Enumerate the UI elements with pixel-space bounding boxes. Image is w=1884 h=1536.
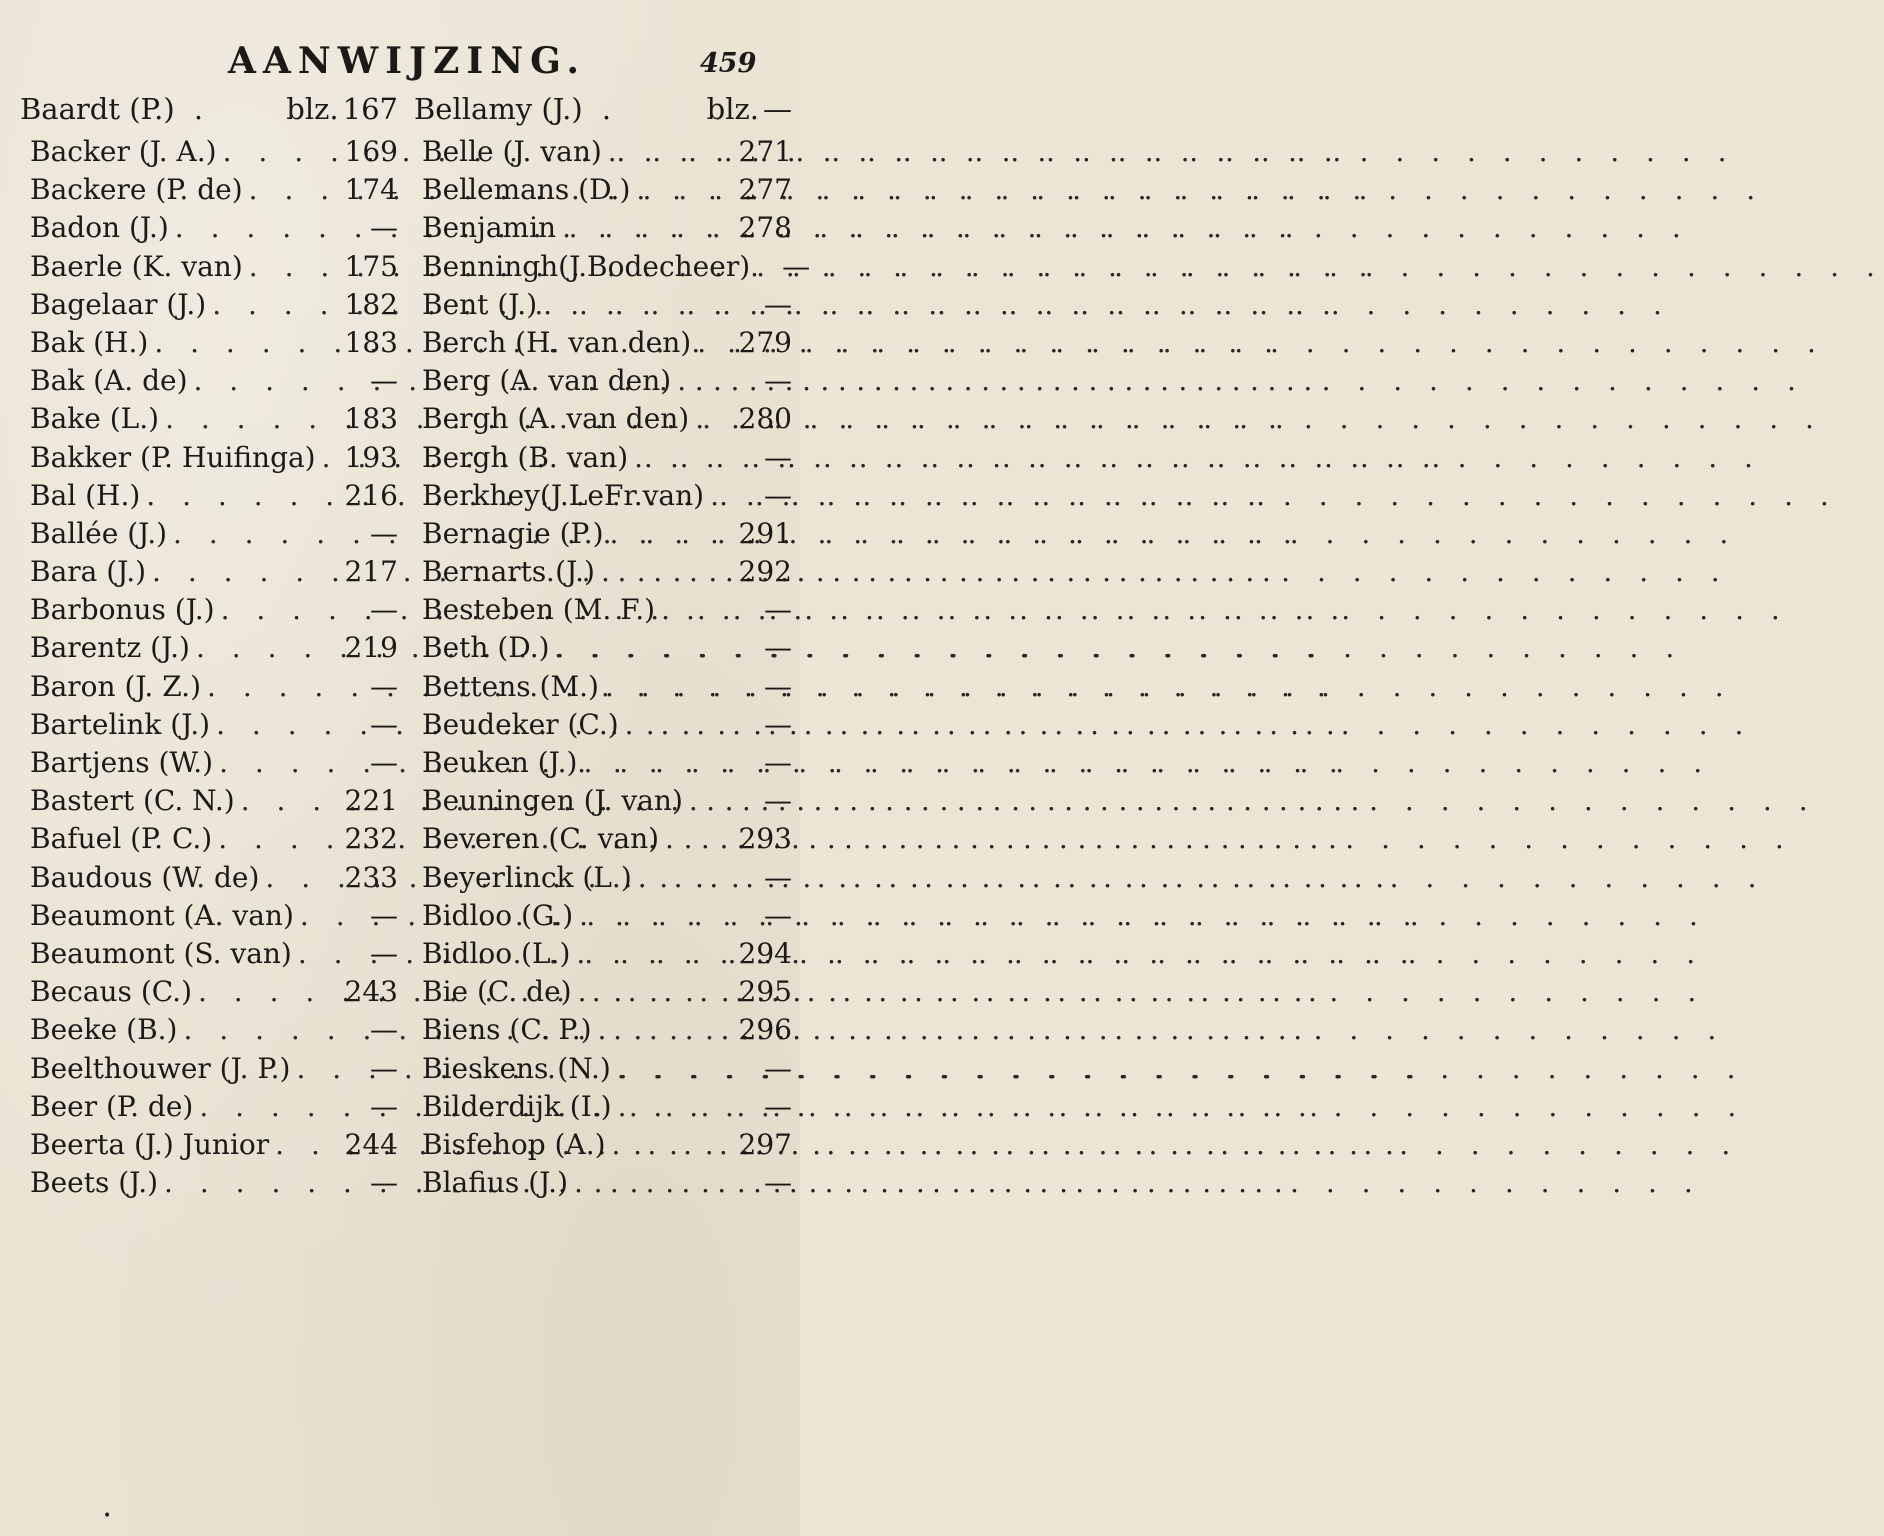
entry-page: — [764, 1089, 792, 1123]
dot-leader [243, 173, 345, 206]
index-entry [20, 555, 398, 593]
entry-page: 244 [344, 1127, 398, 1161]
entry-name: Beyerlinck (L.) [422, 860, 632, 894]
entry-name: Beaumont (S. van) [30, 936, 292, 970]
dot-leader [212, 822, 344, 855]
entry-list-right [414, 135, 811, 1204]
dot-leader [210, 708, 354, 741]
index-entry [414, 211, 792, 249]
entry-name: Barentz (J.) [30, 631, 190, 665]
entry-page: — [370, 1166, 398, 1200]
dot-leader [659, 822, 739, 855]
dot-leader [177, 1013, 354, 1046]
index-entry [20, 593, 398, 631]
index-entry [414, 822, 792, 860]
index-entry [20, 784, 398, 822]
entry-page: — [764, 593, 792, 627]
entry-name: Beerta (J.) Junior [30, 1127, 270, 1161]
book-page [0, 0, 811, 1536]
index-entry [20, 441, 398, 479]
entry-page: — [764, 669, 792, 703]
index-entry [414, 899, 792, 937]
entry-page: 169 [344, 135, 398, 168]
entry-page: 294 [738, 936, 792, 970]
entry-page: — [764, 364, 792, 398]
dot-leader [599, 670, 748, 703]
entry-name: Bafuel (P. C.) [30, 822, 213, 856]
entry-page: — [370, 211, 398, 245]
print-mark: • [103, 1508, 112, 1524]
entry-name: Bernarts (J.) [422, 555, 595, 589]
dot-leader [169, 211, 354, 244]
index-entry [20, 631, 398, 669]
dot-leader [592, 1013, 739, 1046]
entry-name: Backere (P. de) [30, 173, 243, 207]
dot-leader [691, 326, 738, 359]
entry-name: Beaumont (A. van) [30, 898, 294, 932]
dot-leader [193, 1090, 354, 1123]
index-entry [414, 861, 792, 899]
entry-name: Bak (H.) [30, 325, 149, 359]
index-entry [414, 173, 792, 211]
dot-leader [612, 1090, 748, 1123]
dot-leader [671, 364, 748, 397]
entry-page: — [764, 1166, 792, 1200]
index-entry [414, 670, 792, 708]
dot-leader [556, 211, 738, 244]
entry-name: Beer (P. de) [30, 1089, 194, 1123]
entry-name: Becaus (C.) [30, 975, 192, 1009]
entry-page: 280 [738, 402, 792, 436]
entry-name: Bisfehop (A.) [422, 1127, 606, 1161]
entry-page: 182 [344, 287, 398, 321]
index-entry [20, 211, 398, 249]
index-entry [414, 364, 792, 402]
index-entry [20, 975, 398, 1013]
page-header-title: AANWIJZING. [228, 40, 587, 82]
entry-page: 183 [344, 325, 398, 359]
entry-page: 216 [344, 478, 398, 512]
index-entry [414, 1090, 792, 1128]
dot-leader [683, 784, 748, 817]
entry-name: Bergh (B. van) [422, 440, 629, 474]
index-entry [414, 593, 792, 631]
dot-leader [573, 899, 748, 932]
blz-label: blz. [706, 92, 759, 126]
entry-page: 277 [738, 173, 792, 207]
entry-name: Berch (H. van den) [422, 325, 692, 359]
entry-page: — [763, 92, 792, 126]
dot-leader [215, 593, 354, 626]
entry-name: Bergh (A. van den) [422, 402, 690, 436]
entry-page: 232 [344, 822, 398, 856]
entry-name: Bettens (M.) [422, 669, 599, 703]
entry-name: Blafius (J.) [422, 1166, 569, 1200]
index-entry [414, 249, 811, 288]
entry-page: 175 [344, 249, 398, 283]
index-entry [414, 975, 792, 1013]
index-entry [414, 937, 792, 975]
index-entry [414, 517, 792, 555]
entry-name: Besteben (M. F.) [422, 593, 656, 627]
entry-page: 221 [344, 784, 398, 818]
dot-leader [704, 479, 748, 512]
entry-page: 278 [738, 211, 792, 245]
entry-page: 219 [344, 631, 398, 665]
index-entry [20, 402, 398, 440]
index-entry [414, 1128, 792, 1166]
entry-name: Bidloo (L.) [422, 936, 571, 970]
entry-name: Bake (L.) [30, 402, 160, 436]
index-entry [414, 555, 792, 593]
dot-leader [602, 135, 739, 168]
entry-name: Berg (A. van den) [422, 364, 672, 398]
entry-name: Bidloo (G.) [422, 898, 574, 932]
dot-leader [167, 517, 354, 550]
dot-leader [158, 1166, 354, 1199]
entry-page: — [370, 898, 398, 932]
index-entry [20, 364, 398, 402]
entry-page: 243 [344, 975, 398, 1009]
dot-leader [217, 135, 345, 168]
dot-leader [192, 975, 345, 1008]
dot-leader [190, 631, 345, 664]
entry-page: 271 [738, 135, 792, 168]
entry-name: Bellamy (J.) . [414, 92, 612, 126]
entry-page: — [370, 746, 398, 779]
dot-leader [294, 899, 354, 932]
index-entry [20, 250, 398, 288]
dot-leader [550, 631, 748, 664]
dot-leader [159, 402, 344, 435]
entry-page: 193 [344, 440, 398, 474]
entry-page: 167 [342, 92, 398, 126]
entry-name: Bieskens (N.) [422, 1051, 611, 1085]
index-entry [414, 1166, 792, 1204]
entry-name: Beuningen (J. van) [422, 784, 683, 818]
index-entry [20, 135, 398, 173]
entry-name: Benjamin [422, 211, 557, 245]
entry-name: Bilderdijk (I.) [422, 1089, 612, 1123]
dot-leader [140, 479, 344, 512]
dot-leader [292, 937, 354, 970]
index-entry [20, 1052, 398, 1090]
dot-leader [201, 670, 354, 703]
entry-page: 292 [738, 555, 792, 589]
index-column-right [414, 92, 811, 1204]
entry-page: — [370, 516, 398, 550]
index-entry [20, 288, 398, 326]
index-entry [414, 288, 792, 326]
dot-leader [630, 173, 738, 206]
entry-name: Ballée (J.) [30, 516, 168, 550]
entry-page: — [370, 1051, 398, 1085]
entry-name: Bakker (P. Huifinga) [30, 440, 316, 474]
dot-leader [290, 1052, 354, 1085]
entry-page: 295 [738, 975, 792, 1009]
index-entry [20, 708, 398, 746]
dot-leader [750, 250, 766, 283]
entry-page: 279 [738, 325, 792, 359]
dot-leader [655, 593, 748, 626]
entry-name: Backer (J. A.) [30, 135, 217, 168]
entry-name: Bartjens (W.) [30, 746, 214, 779]
dot-leader [606, 1128, 739, 1161]
index-entry [414, 631, 792, 669]
index-entry [20, 1013, 398, 1051]
index-entry [414, 1013, 792, 1051]
index-entry [20, 479, 398, 517]
entry-page: — [764, 898, 792, 932]
dot-leader [632, 861, 748, 894]
entry-name: Baron (J. Z.) [30, 669, 202, 703]
dot-leader [537, 288, 748, 321]
index-column-left [20, 92, 398, 1204]
index-entry [20, 861, 398, 899]
entry-name: Bent (J.) [422, 287, 538, 321]
entry-name: Bal (H.) [30, 478, 141, 512]
column-head-left [20, 92, 398, 135]
dot-leader [577, 746, 748, 779]
page-number: 459 [700, 48, 757, 79]
entry-page: — [764, 860, 792, 894]
index-entry [414, 746, 792, 784]
dot-leader [611, 1052, 748, 1085]
column-head-right [414, 92, 792, 135]
entry-name: Baerle (K. van) [30, 249, 243, 283]
entry-name: Beets (J.) [30, 1166, 159, 1200]
blz-label: blz. [286, 92, 339, 126]
dot-leader [628, 441, 748, 474]
entry-page: — [764, 287, 792, 321]
entry-name: Baardt (P.) . [20, 92, 204, 126]
index-entry [20, 1090, 398, 1128]
entry-name: Berkhey(J.LeFr.van) [422, 478, 705, 512]
entry-page: 174 [344, 173, 398, 207]
dot-leader [604, 517, 739, 550]
dot-leader [316, 441, 345, 474]
entry-page: 183 [344, 402, 398, 436]
entry-name: Beuken (J.) [422, 746, 578, 779]
index-entry [20, 670, 398, 708]
entry-name: Belle (J. van) [422, 135, 602, 168]
entry-page: 233 [344, 860, 398, 894]
entry-name: Bartelink (J.) [30, 707, 211, 741]
entry-name: Beelthouwer (J. P.) [30, 1051, 291, 1085]
dot-leader [148, 326, 344, 359]
entry-name: Bara (J.) [30, 555, 147, 589]
entry-name: Bak (A. de) [30, 364, 188, 398]
entry-page: — [764, 631, 792, 665]
dot-leader [243, 250, 345, 283]
entry-page: — [370, 1089, 398, 1123]
dot-leader [188, 364, 355, 397]
index-entry [20, 899, 398, 937]
entry-name: Benningh(J.Bodecheer) [422, 249, 751, 283]
entry-page: — [370, 936, 398, 970]
entry-page: — [764, 478, 792, 512]
index-entry [20, 937, 398, 975]
index-entry [414, 1052, 792, 1090]
entry-list-left [20, 135, 398, 1204]
index-entry [20, 326, 398, 364]
entry-page: 293 [738, 822, 792, 856]
entry-name: Beudeker (C.) [422, 707, 619, 741]
index-entry [20, 822, 398, 860]
entry-page: — [370, 669, 398, 703]
entry-page: 296 [738, 1013, 792, 1047]
entry-page: — [764, 746, 792, 779]
entry-name: Barbonus (J.) [30, 593, 215, 627]
entry-page: 217 [344, 555, 398, 589]
index-entry [414, 784, 792, 822]
entry-page: — [764, 784, 792, 818]
index-entry [20, 746, 398, 784]
entry-page: 291 [738, 516, 792, 550]
entry-page: — [764, 440, 792, 474]
entry-name: Baudous (W. de) [30, 860, 260, 894]
index-entry [414, 402, 792, 440]
entry-name: Beveren (C. van) [422, 822, 660, 856]
dot-leader [570, 937, 738, 970]
entry-name: Bie (C. de) [422, 975, 572, 1009]
dot-leader [206, 288, 344, 321]
entry-name: Badon (J.) [30, 211, 169, 245]
dot-leader [213, 746, 354, 779]
index-entry [414, 135, 792, 173]
entry-page: — [370, 707, 398, 741]
index-entry [414, 479, 792, 517]
index-entry [20, 517, 398, 555]
entry-page: 297 [738, 1127, 792, 1161]
entry-page: — [782, 249, 811, 283]
dot-leader [595, 555, 739, 588]
dot-leader [689, 402, 738, 435]
index-entry [414, 326, 792, 364]
entry-page: — [764, 707, 792, 741]
index-entry [414, 708, 792, 746]
dot-leader [619, 708, 748, 741]
index-entry [20, 1128, 398, 1166]
entry-page: — [370, 1013, 398, 1047]
dot-leader [235, 784, 345, 817]
entry-name: Beeke (B.) [30, 1013, 178, 1047]
index-entry [414, 441, 792, 479]
entry-page: — [370, 364, 398, 398]
entry-name: Bellemans (D.) [422, 173, 631, 207]
dot-leader [146, 555, 345, 588]
index-entry [20, 1166, 398, 1204]
dot-leader [259, 861, 344, 894]
entry-name: Beth (D.) [422, 631, 550, 665]
entry-name: Bernagie (P.) [422, 516, 604, 550]
entry-name: Bastert (C. N.) [30, 784, 235, 818]
entry-page: — [370, 593, 398, 627]
dot-leader [269, 1128, 344, 1161]
entry-name: Bagelaar (J.) [30, 287, 207, 321]
dot-leader [572, 975, 739, 1008]
entry-name: Biens (C. P.) [422, 1013, 592, 1047]
index-entry [20, 173, 398, 211]
entry-page: — [764, 1051, 792, 1085]
dot-leader [568, 1166, 748, 1199]
